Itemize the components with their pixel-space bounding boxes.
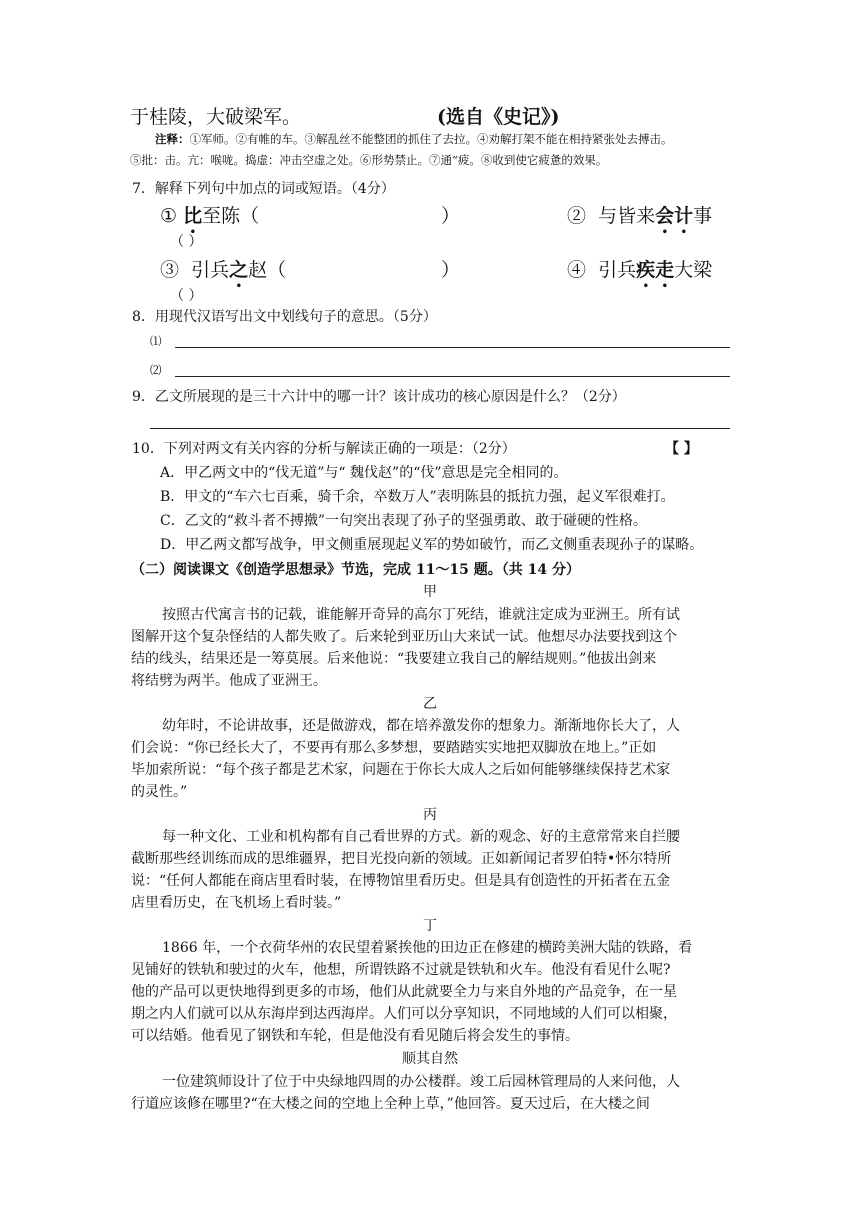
heading-ding: 丁 xyxy=(423,918,437,934)
q8-answer-line-1[interactable] xyxy=(175,347,730,348)
yi-line-3: 毕加索所说：“每个孩子都是艺术家，问题在于你长大成人之后如何能够继续保持艺术家 xyxy=(131,762,671,778)
q7-item-4: ④ 引兵疾走大梁 xyxy=(567,259,713,281)
q7-item-2-blank[interactable]: （ ） xyxy=(170,234,203,250)
bing-line-3: 说：“任何人都能在商店里看时装，在博物馆里看历史。但是具有创造性的开拓者在五金 xyxy=(131,873,671,889)
q10-option-d: D．甲乙两文都写战争，甲文侧重展现起义军的势如破竹，而乙文侧重表现孙子的谋略。 xyxy=(160,537,704,553)
passage-source: (选自《史记》) xyxy=(437,106,560,128)
bing-line-2: 截断那些经训练而成的思维疆界，把目光投向新的领域。正如新闻记者罗伯特•怀尔特所 xyxy=(131,851,672,867)
q7-item-2: ② 与皆来会计事 xyxy=(567,205,713,227)
bing-line-1: 每一种文化、工业和机构都有自己看世界的方式。新的观念、好的主意常常来自拦腰 xyxy=(162,829,680,845)
yi-line-1: 幼年时，不论讲故事，还是做游戏，都在培养激发你的想象力。渐渐地你长大了，人 xyxy=(162,718,680,734)
shun-line-2: 行道应该修在哪里?“在大楼之间的空地上全种上草，”他回答。夏天过后，在大楼之间 xyxy=(131,1096,650,1112)
q10-option-a: A．甲乙两文中的“伐无道”与“ 魏伐赵”的“伐”意思是完全相同的。 xyxy=(160,465,568,481)
section-2-title: （二）阅读课文《创造学思想录》节选，完成 11～15 题。（共 14 分） xyxy=(131,562,580,578)
shun-line-1: 一位建筑师设计了位于中央绿地四周的办公楼群。竣工后园林管理局的人来问他，人 xyxy=(162,1074,680,1090)
q8-line-1-label: ⑴ xyxy=(150,334,162,348)
q8-line-2-label: ⑵ xyxy=(150,363,162,377)
q7-item-1: ① 比至陈（ xyxy=(160,205,260,227)
q7-item-4-blank[interactable]: （ ） xyxy=(170,288,203,304)
q10-answer-bracket[interactable]: 【 】 xyxy=(665,441,698,457)
yi-line-2: 们会说：“你已经长大了，不要再有那么多梦想，要踏踏实实地把双脚放在地上。”正如 xyxy=(131,740,657,756)
q7-item-3: ③ 引兵之赵（ xyxy=(160,259,287,281)
notes-line-2: ⑤批：击。亢：喉咙。捣虚：冲击空虚之处。⑥形势禁止。⑦通“疲。⑧收到使它疲惫的效果。 xyxy=(130,153,608,167)
ding-line-3: 他的产品可以更快地得到更多的市场，他们从此就要全力与来自外地的产品竞争，在一星 xyxy=(131,984,677,1000)
notes-line-1: 注释：①军师。②有帷的车。③解乱丝不能整团的抓住了去拉。④劝解打架不能在相持紧张处去搏击。 xyxy=(155,132,673,146)
ding-line-2: 见铺好的铁轨和驶过的火车，他想，所谓铁路不过就是铁轨和火车。他没有看见什么呢? xyxy=(131,962,671,978)
q7-item-3-dotted: 之 xyxy=(229,259,249,281)
heading-jia: 甲 xyxy=(423,584,437,600)
ding-line-5: 可以结婚。他看见了钢铁和车轮，但是他没有看见随后将会发生的事情。 xyxy=(131,1028,579,1044)
jia-line-1: 按照古代寓言书的记载，谁能解开奇异的高尔丁死结，谁就注定成为亚洲王。所有试 xyxy=(162,607,680,623)
heading-yi: 乙 xyxy=(423,696,437,712)
q7-item-2-dotted: 会计 xyxy=(655,205,694,227)
bing-line-4: 店里看历史，在飞机场上看时装。” xyxy=(131,895,342,911)
ding-line-1: 1866 年，一个衣荷华州的农民望着紧挨他的田边正在修建的横跨美洲大陆的铁路，看 xyxy=(162,940,693,956)
q7-item-3-close: ） xyxy=(441,259,461,281)
q10-option-b: B．甲文的“车六七百乘，骑千余，卒数万人”表明陈县的抵抗力强，起义军很难打。 xyxy=(160,489,675,505)
ding-line-4: 期之内人们就可以从东海岸到达西海岸。人们可以分享知识，不同地域的人们可以相聚， xyxy=(131,1006,677,1022)
q9-answer-line[interactable] xyxy=(150,428,730,429)
q7-stem: 7．解释下列句中加点的词或短语。（4分） xyxy=(132,181,395,197)
q8-stem: 8．用现代汉语写出文中划线句子的意思。（5分） xyxy=(132,309,437,325)
notes-label: 注释： xyxy=(155,132,190,146)
q8-answer-line-2[interactable] xyxy=(175,376,730,377)
q10-stem: 10．下列对两文有关内容的分析与解读正确的一项是：（2分） xyxy=(132,441,516,457)
heading-shun-qi-zi-ran: 顺其自然 xyxy=(402,1051,458,1067)
heading-bing: 丙 xyxy=(423,807,437,823)
q7-item-1-close: ） xyxy=(441,205,461,227)
passage-end-text: 于桂陵，大破梁军。 xyxy=(130,106,302,128)
q9-stem: 9．乙文所展现的是三十六计中的哪一计？该计成功的核心原因是什么？（2分） xyxy=(132,389,626,405)
jia-line-2: 图解开这个复杂怪结的人都失败了。后来轮到亚历山大来试一试。他想尽办法要找到这个 xyxy=(131,629,677,645)
q7-item-1-dotted: 比 xyxy=(183,205,203,227)
q7-item-4-dotted: 疾走 xyxy=(636,259,675,281)
jia-line-3: 结的线头，结果还是一筹莫展。后来他说：“我要建立我自己的解结规则。”他拔出剑来 xyxy=(131,651,657,667)
q10-option-c: C．乙文的“救斗者不搏撠”一句突出表现了孙子的坚强勇敢、敢于碰硬的性格。 xyxy=(160,513,648,529)
jia-line-4: 将结劈为两半。他成了亚洲王。 xyxy=(131,673,327,689)
yi-line-4: 的灵性。” xyxy=(131,784,188,800)
